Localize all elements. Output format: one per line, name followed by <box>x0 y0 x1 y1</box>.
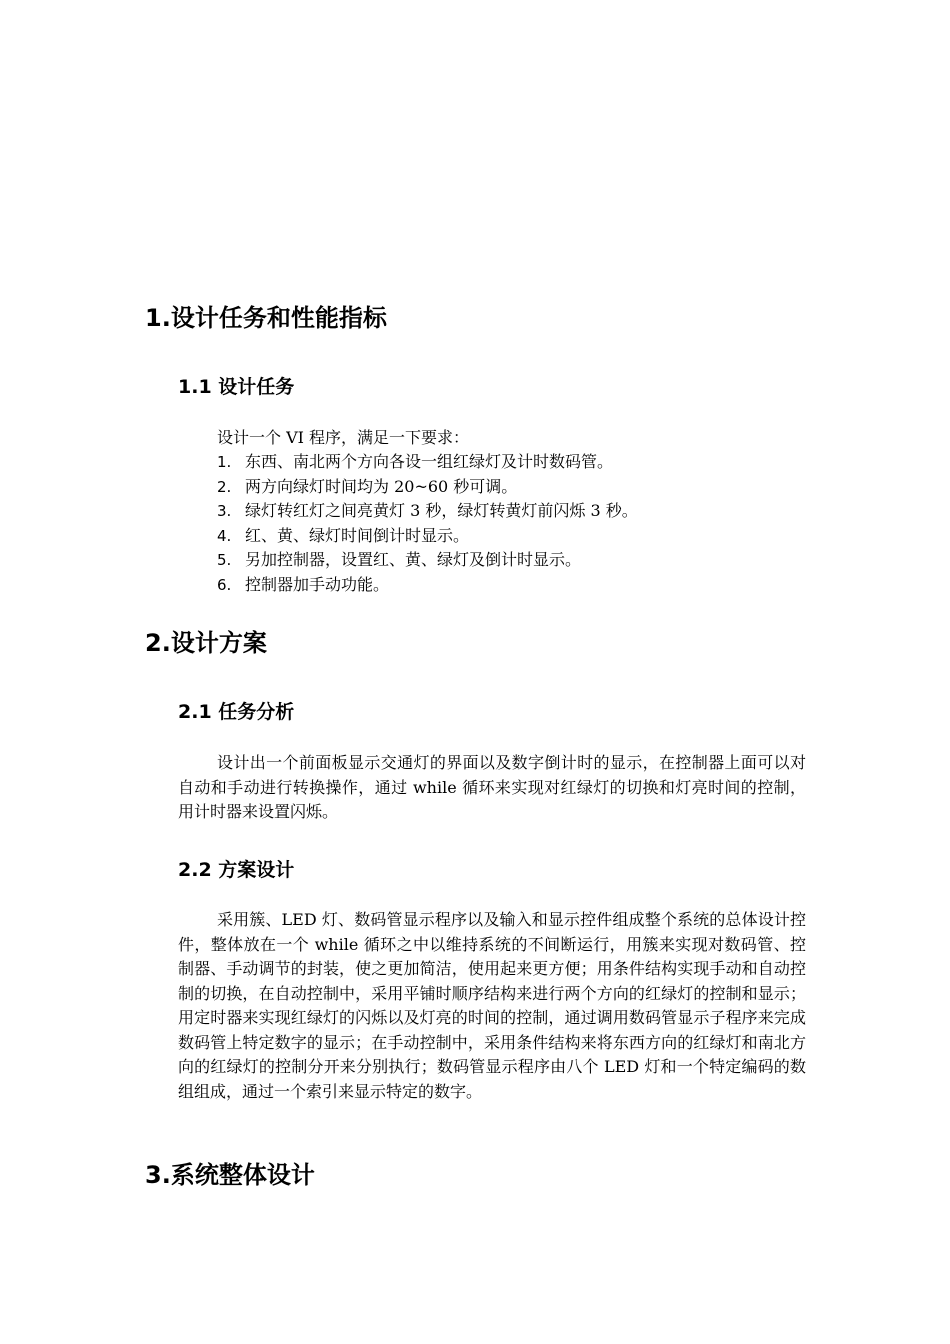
task-analysis-paragraph: 设计出一个前面板显示交通灯的界面以及数字倒计时的显示，在控制器上面可以对自动和手动进行转换操作，通过 while 循环来实现对红绿灯的切换和灯亮时间的控制，用计时器来设置闪烁。 <box>178 753 806 821</box>
section-heading-1: 1.设计任务和性能指标 <box>145 304 387 332</box>
scheme-design-paragraph: 采用簇、LED 灯、数码管显示程序以及输入和显示控件组成整个系统的总体设计控件，整体放在一个 while 循环之中以维持系统的不间断运行，用簇来实现对数码管、控制器、手动调节的封装，使之更加简洁，使用起来更方便；用条件结构实现手动和自动控制的切换，在自动控制中，采用平铺时顺序结构来进行两个方向的红绿灯的控制和显示；用定时器来实现红绿灯的闪烁以及灯亮的时间的控制，通过调用数码管显示子程序来完成数码管上特定数字的显示；在手动控制中，采用条件结构来将东西方向的红绿灯和南北方向的红绿灯的控制分开来分别执行；数码管显示程序由八个 LED 灯和一个特定编码的数组组成，通过一个索引来显示特定的数字。 <box>178 910 806 1101</box>
list-item <box>217 524 638 549</box>
list-item <box>217 450 638 475</box>
section-heading-2: 2.设计方案 <box>145 629 267 657</box>
list-item-number: 2. <box>217 477 232 496</box>
list-item-text: 控制器加手动功能。 <box>245 574 390 594</box>
subsection-heading-2-1: 2.1 任务分析 <box>178 701 295 723</box>
list-item-text: 绿灯转红灯之间亮黄灯 3 秒，绿灯转黄灯前闪烁 3 秒。 <box>245 501 638 520</box>
list-item <box>217 573 638 598</box>
list-item-number: 6. <box>217 575 232 594</box>
list-item-number: 4. <box>217 526 232 545</box>
list-item <box>217 475 638 500</box>
list-item-text: 另加控制器，设置红、黄、绿灯及倒计时显示。 <box>245 550 582 569</box>
list-item-text: 红、黄、绿灯时间倒计时显示。 <box>245 525 470 545</box>
list-item <box>217 499 638 524</box>
list-item-number: 3. <box>217 502 232 520</box>
list-item-number: 1. <box>217 453 232 471</box>
list-item-number: 5. <box>217 551 232 569</box>
subsection-heading-1-1: 1.1 设计任务 <box>178 376 295 398</box>
requirements-intro: 设计一个 VI 程序，满足一下要求： <box>217 428 470 447</box>
subsection-heading-2-2: 2.2 方案设计 <box>178 859 295 881</box>
list-item <box>217 548 638 573</box>
section-heading-3: 3.系统整体设计 <box>145 1161 315 1189</box>
list-item-text: 两方向绿灯时间均为 20~60 秒可调。 <box>245 476 518 496</box>
list-item-text: 东西、南北两个方向各设一组红绿灯及计时数码管。 <box>245 452 614 471</box>
requirements-list <box>217 450 638 597</box>
